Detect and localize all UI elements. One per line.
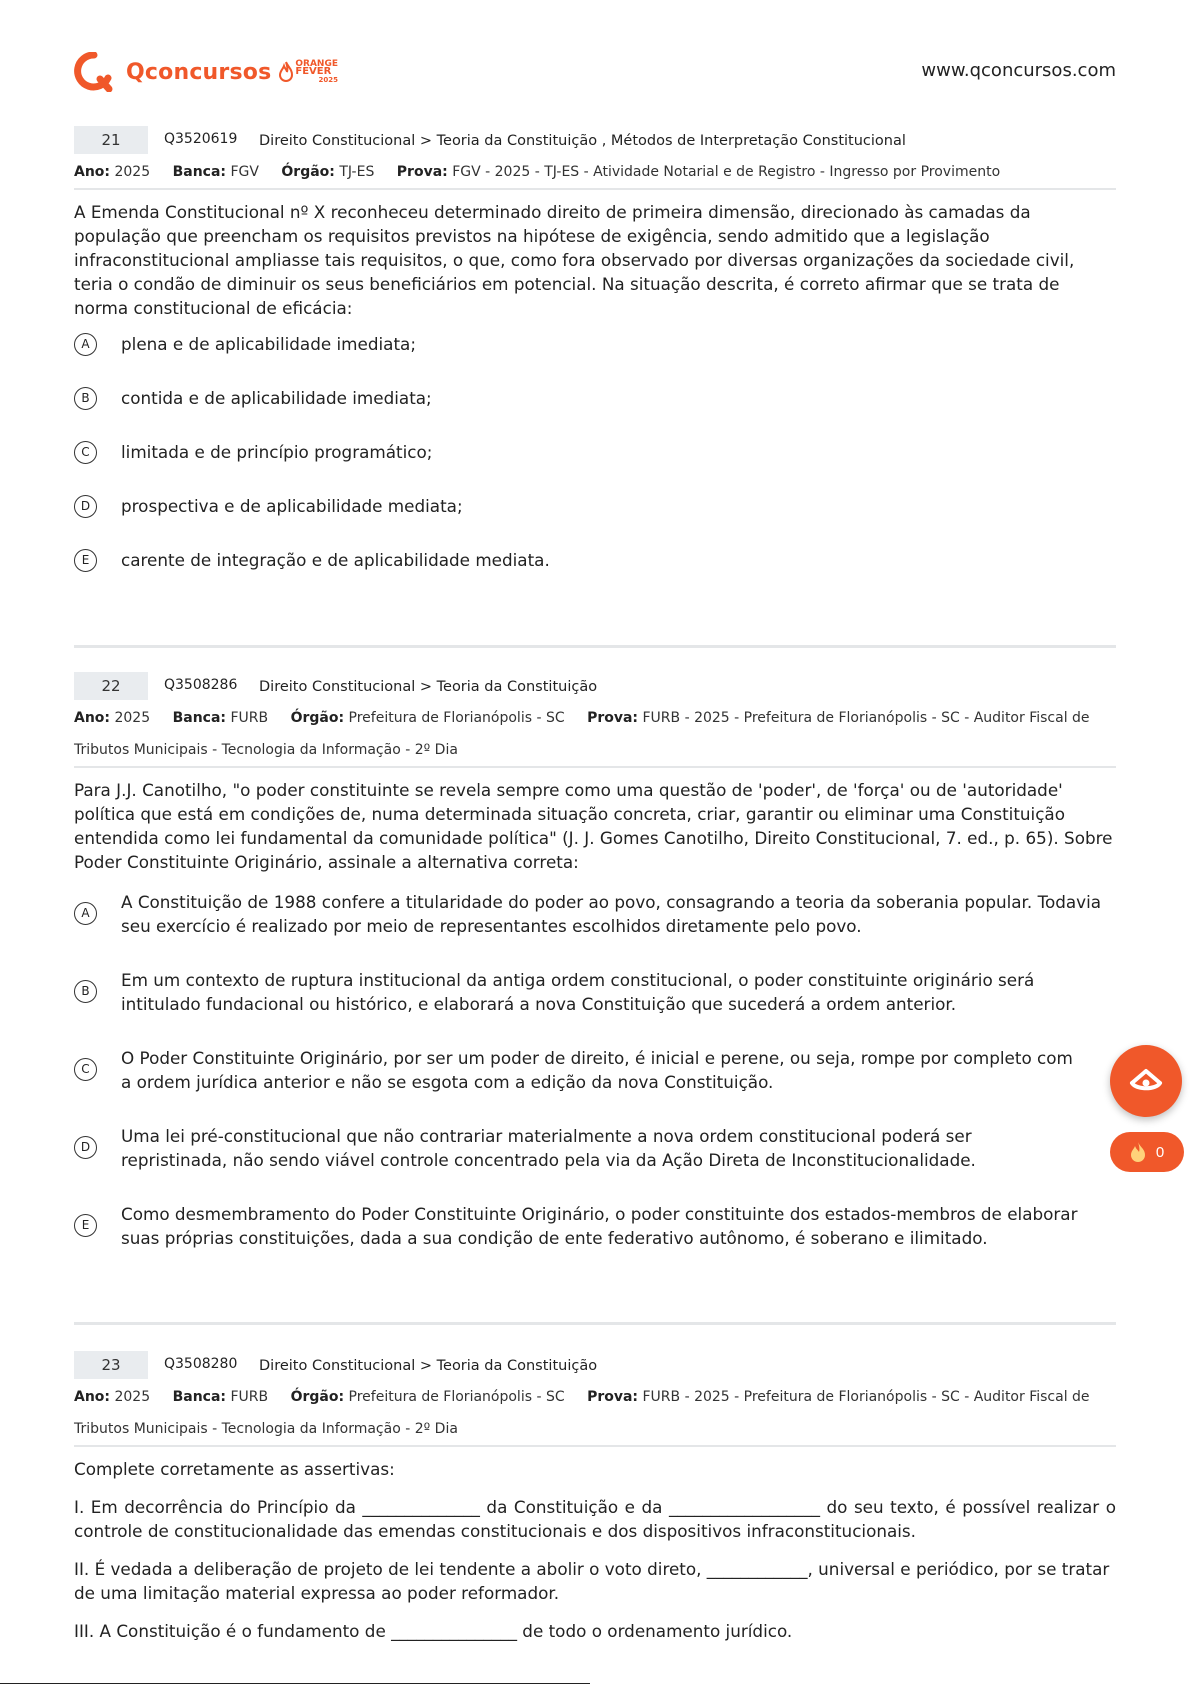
campaign-year: 2025: [318, 76, 339, 84]
question-23: [74, 1351, 1116, 1643]
meta-banca: FURB: [230, 1389, 269, 1405]
option-letter[interactable]: D: [74, 1136, 97, 1159]
option-letter[interactable]: C: [74, 441, 97, 464]
meta-prova: FGV - 2025 - TJ-ES - Atividade Notarial e de Registro - Ingresso por Provimento: [452, 164, 1001, 180]
option-d[interactable]: [74, 494, 1116, 518]
divider: [74, 1445, 1116, 1447]
option-text: A Constituição de 1988 confere a titularidade do poder ao povo, consagrando a teoria da soberania popular. Todavia seu exercício é realizado por meio de representantes escolhidos diretamente pelo povo.: [121, 892, 1102, 936]
option-a[interactable]: [74, 890, 1116, 938]
answer-options: [74, 332, 1116, 572]
option-letter[interactable]: E: [74, 1214, 97, 1237]
question-separator: [74, 645, 1116, 648]
chat-icon: [1110, 1045, 1182, 1117]
meta-banca: FURB: [230, 710, 269, 726]
question-subject[interactable]: Direito Constitucional > Teoria da Constituição: [259, 679, 598, 695]
qconcursos-logo-icon: [74, 52, 114, 92]
brand-name: Qconcursos: [126, 59, 272, 85]
question-stem: Para J.J. Canotilho, "o poder constituinte se revela sempre como uma questão de 'poder', de 'força' ou de 'autoridade' política que está em condições de, numa determinada situação concreta, criar, garantir ou eliminar uma Constituição entendida como lei fundamental da comunidade política" (J. J. Gomes Canotilho, Direito Constitucional, 7. ed., p. 65). Sobre Poder Constituinte Originário, assinale a alternativa correta:: [74, 780, 1113, 872]
divider: [74, 766, 1116, 768]
option-letter[interactable]: D: [74, 495, 97, 518]
option-letter[interactable]: A: [74, 333, 97, 356]
page-header: [74, 50, 1116, 94]
qconcursos-logo[interactable]: [74, 50, 338, 94]
orange-fever-badge: [279, 60, 338, 84]
floating-help-button[interactable]: [1110, 1045, 1182, 1117]
option-letter[interactable]: A: [74, 902, 97, 925]
question-meta: Ano: 2025 Banca: FGV Órgão: TJ-ES Prova: FGV - 2025 - TJ-ES - Atividade Notarial e de Registro - Ingresso por Provimento: [74, 164, 1001, 180]
option-letter[interactable]: B: [74, 980, 97, 1003]
answer-options: [74, 890, 1116, 1250]
footer-rule: [0, 1683, 590, 1684]
meta-prova: FURB - 2025 - Prefeitura de Florianópolis - SC - Auditor Fiscal de Tributos Municipais - Tecnologia da Informação - 2º Dia: [74, 1389, 1090, 1437]
option-a[interactable]: [74, 332, 1116, 356]
option-letter[interactable]: C: [74, 1058, 97, 1081]
question-22: [74, 672, 1116, 1250]
option-e[interactable]: [74, 1202, 1116, 1250]
assertive-3: III. A Constituição é o fundamento de _______________ de todo o ordenamento jurídico.: [74, 1621, 793, 1641]
streak-badge[interactable]: [1110, 1132, 1184, 1172]
meta-banca: FGV: [230, 164, 259, 180]
question-separator: [74, 1322, 1116, 1325]
question-id[interactable]: Q3520619: [164, 131, 238, 147]
option-b[interactable]: [74, 386, 1116, 410]
question-id[interactable]: Q3508280: [164, 1356, 238, 1372]
meta-orgao: Prefeitura de Florianópolis - SC: [348, 710, 565, 726]
option-text: Uma lei pré-constitucional que não contrariar materialmente a nova ordem constitucional poderá ser repristinada, não sendo viável controle concentrado pela via da Ação Direta de Inconstitucionalidade.: [121, 1126, 976, 1170]
site-url[interactable]: www.qconcursos.com: [921, 60, 1116, 81]
flame-icon: [1130, 1141, 1146, 1163]
flame-icon: [279, 61, 293, 83]
meta-ano: 2025: [114, 164, 151, 180]
option-c[interactable]: [74, 1046, 1116, 1094]
question-21: [74, 126, 1116, 572]
meta-orgao: TJ-ES: [339, 164, 375, 180]
option-letter[interactable]: E: [74, 549, 97, 572]
meta-ano: 2025: [114, 1389, 151, 1405]
divider: [74, 188, 1116, 190]
option-text: O Poder Constituinte Originário, por ser um poder de direito, é inicial e perene, ou seja, rompe por completo com a ordem jurídica anterior e não se esgota com a edição da nova Constituição.: [121, 1048, 1073, 1092]
question-id[interactable]: Q3508286: [164, 677, 238, 693]
assertive-2: II. É vedada a deliberação de projeto de lei tendente a abolir o voto direto, ____________, universal e periódico, por se tratar de uma limitação material expressa ao poder reformador.: [74, 1559, 1110, 1603]
question-number: 21: [74, 126, 148, 154]
question-subject[interactable]: Direito Constitucional > Teoria da Constituição , Métodos de Interpretação Constitucional: [259, 133, 906, 149]
option-text: plena e de aplicabilidade imediata;: [121, 334, 416, 354]
question-number: 23: [74, 1351, 148, 1379]
meta-ano: 2025: [114, 710, 151, 726]
option-b[interactable]: [74, 968, 1116, 1016]
question-subject[interactable]: Direito Constitucional > Teoria da Constituição: [259, 1358, 598, 1374]
campaign-line1: ORANGE: [295, 59, 339, 69]
option-e[interactable]: [74, 548, 1116, 572]
meta-orgao: Prefeitura de Florianópolis - SC: [348, 1389, 565, 1405]
option-letter[interactable]: B: [74, 387, 97, 410]
meta-prova: FURB - 2025 - Prefeitura de Florianópolis - SC - Auditor Fiscal de Tributos Municipais - Tecnologia da Informação - 2º Dia: [74, 710, 1090, 758]
question-stem: A Emenda Constitucional nº X reconheceu determinado direito de primeira dimensão, direcionado às camadas da população que preencham os requisitos previstos na hipótese de exigência, sendo admitido que a legislação infraconstitucional ampliasse tais requisitos, o que, como fora observado por diversas organizações da sociedade civil, teria o condão de diminuir os seus beneficiários em potencial. Na situação descrita, é correto afirmar que se trata de norma constitucional de eficácia:: [74, 202, 1075, 318]
option-text: contida e de aplicabilidade imediata;: [121, 388, 432, 408]
question-number: 22: [74, 672, 148, 700]
option-text: Como desmembramento do Poder Constituinte Originário, o poder constituinte dos estados-membros de elaborar suas próprias constituições, dada a sua condição de ente federativo autônomo, é soberano e ilimitado.: [121, 1204, 1078, 1248]
streak-count: 0: [1155, 1143, 1165, 1161]
option-text: Em um contexto de ruptura institucional da antiga ordem constitucional, o poder constituinte originário será intitulado fundacional ou histórico, e elaborará a nova Constituição que sucederá a ordem anterior.: [121, 970, 1035, 1014]
campaign-line2: FEVER: [295, 66, 332, 77]
option-text: limitada e de princípio programático;: [121, 442, 433, 462]
question-stem: Complete corretamente as assertivas:: [74, 1459, 395, 1479]
assertive-1: I. Em decorrência do Princípio da ______________ da Constituição e da __________________ do seu texto, é possível realizar o controle de constitucionalidade das emendas constitucionais e dos dispositivos infraconstitucionais.: [74, 1497, 1116, 1541]
question-meta: Ano: 2025 Banca: FURB Órgão: Prefeitura de Florianópolis - SC Prova: FURB - 2025 - Prefeitura de Florianópolis - SC - Auditor Fiscal de Tributos Municipais - Tecnologia da Informação - 2º Dia: [74, 710, 1090, 758]
option-d[interactable]: [74, 1124, 1116, 1172]
option-c[interactable]: [74, 440, 1116, 464]
question-meta: Ano: 2025 Banca: FURB Órgão: Prefeitura de Florianópolis - SC Prova: FURB - 2025 - Prefeitura de Florianópolis - SC - Auditor Fiscal de Tributos Municipais - Tecnologia da Informação - 2º Dia: [74, 1389, 1090, 1437]
option-text: prospectiva e de aplicabilidade mediata;: [121, 496, 463, 516]
option-text: carente de integração e de aplicabilidade mediata.: [121, 550, 550, 570]
